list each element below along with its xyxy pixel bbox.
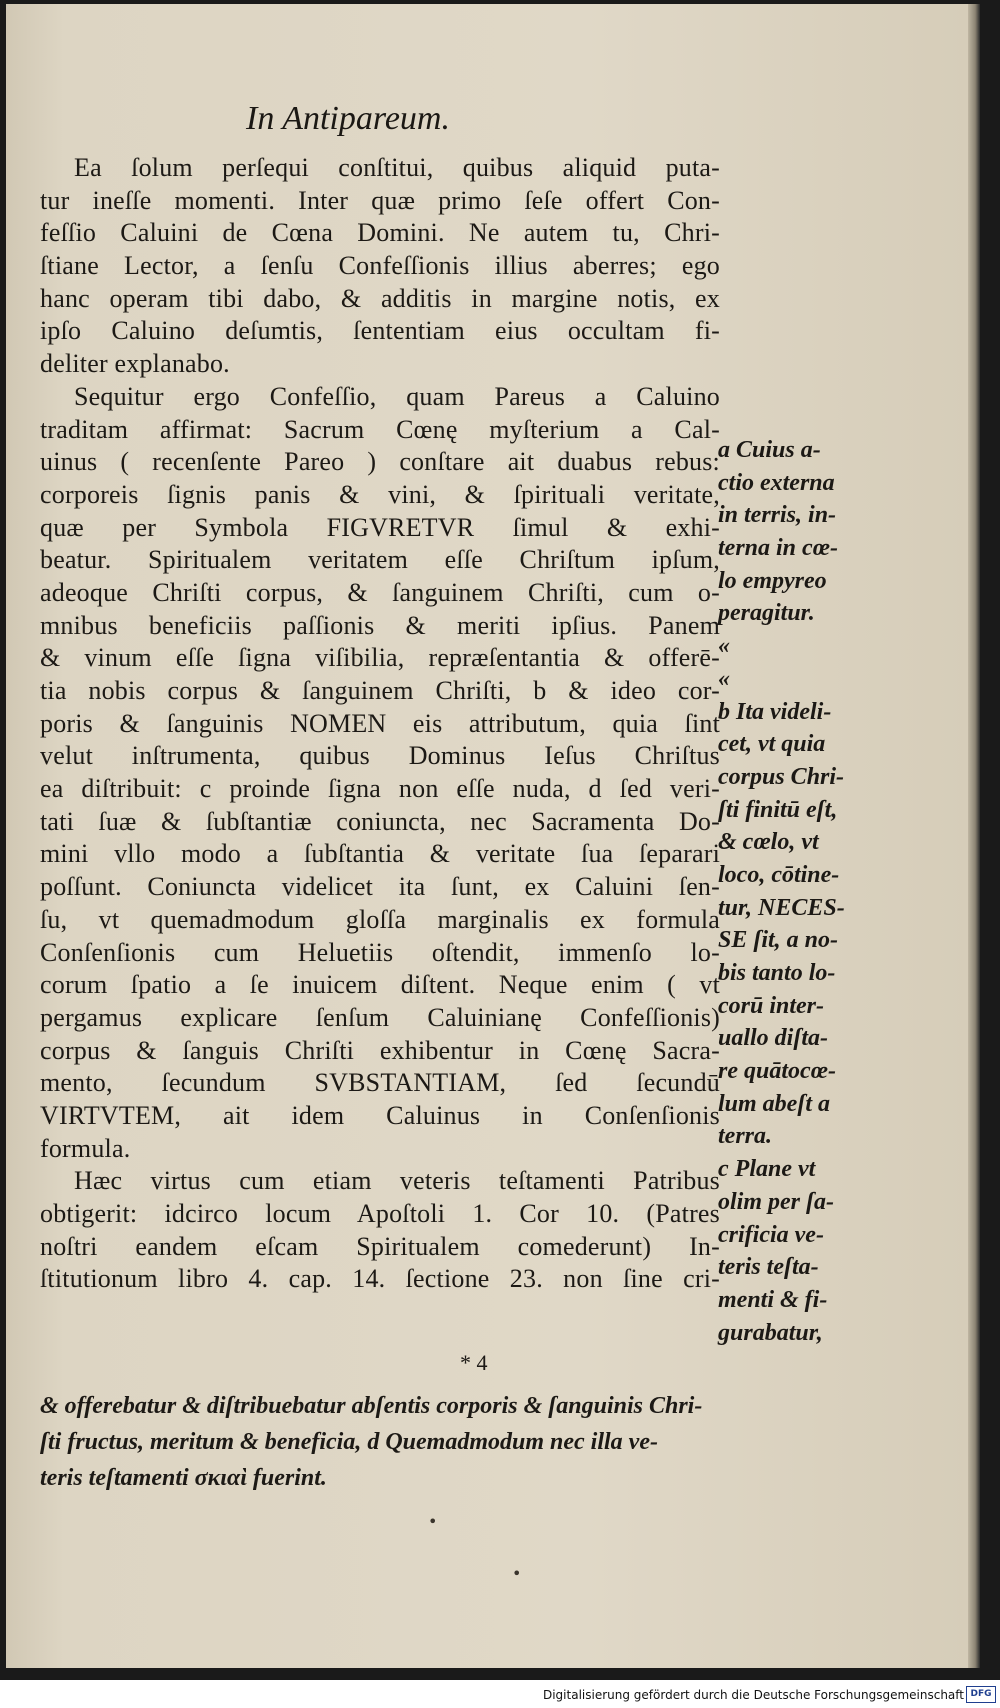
margin-note-line: ctio externa: [718, 469, 835, 496]
body-line: Hæc virtus cum etiam veteris teſtamenti Patribus: [74, 1166, 720, 1196]
margin-note-line: SE ſit, a no-: [718, 927, 839, 954]
body-line: poſſunt. Coniuncta videlicet ita ſunt, ex Caluini ſen-: [40, 872, 720, 902]
body-line: corpus & ſanguis Chriſti exhibentur in Cœnę Sacra-: [40, 1035, 720, 1065]
margin-note-line: terra.: [718, 1123, 772, 1150]
body-line: poris & ſanguinis NOMEN eis attributum, quia ſint: [40, 708, 720, 738]
body-line: pergamus explicare ſenſum Caluinianę Confeſſionis): [40, 1002, 720, 1032]
body-line: ſu, vt quemadmodum gloſſa marginalis ex formula: [40, 904, 720, 934]
body-line: adeoque Chriſti corpus, & ſanguinem Chriſti, cum o-: [40, 577, 720, 607]
margin-note-line: crificia ve-: [718, 1221, 824, 1248]
body-line: formula.: [40, 1133, 131, 1163]
body-line: quæ per Symbola FIGVRETVR ſimul & exhi-: [40, 512, 720, 542]
margin-note-line: in terris, in-: [718, 502, 837, 529]
margin-note-line: «: [718, 633, 730, 660]
body-line: VIRTVTEM, ait idem Caluinus in Conſenſionis: [40, 1100, 720, 1130]
footnote: [40, 1388, 880, 1496]
body-line: feſſio Caluini de Cœna Domini. Ne autem tu, Chri-: [40, 218, 720, 248]
footnote-line: ſti fructus, meritum & beneficia, d Quemadmodum nec illa ve-: [40, 1429, 658, 1455]
margin-note-line: cet, vt quia: [718, 731, 826, 758]
margin-note-line: tur, NECES-: [718, 894, 845, 921]
running-head: In Antipareum.: [246, 100, 450, 137]
body-line: Conſenſionis cum Heluetiis oſtendit, immenſo lo-: [40, 937, 720, 967]
signature-mark: * 4: [460, 1350, 488, 1375]
body-line: tia nobis corpus & ſanguinem Chriſti, b & ideo cor-: [40, 676, 720, 705]
body-line: tur ineſſe momenti. Inter quæ primo ſeſe offert Con-: [40, 185, 720, 215]
body-line: corum ſpatio a ſe inuicem diſtent. Neque enim ( vt: [40, 970, 720, 1000]
body-line: noſtri eandem eſcam Spiritualem comederunt) In-: [40, 1231, 720, 1261]
body-line: mento, ſecundum SVBSTANTIAM, ſed ſecundū: [40, 1068, 720, 1098]
page-edge: [968, 4, 980, 1668]
body-line: Sequitur ergo Confeſſio, quam Pareus a Caluino: [74, 381, 720, 411]
margin-note-line: lo empyreo: [718, 567, 827, 594]
margin-note-line: gurabatur,: [718, 1319, 823, 1346]
margin-note-line: bis tanto lo-: [718, 960, 836, 986]
body-line: tati ſuæ & ſubſtantiæ coniuncta, nec Sacramenta Do-: [40, 806, 720, 836]
body-line: deliter explanabo.: [40, 349, 230, 379]
body-text: [40, 152, 720, 1296]
margin-note-line: b Ita videli-: [718, 698, 832, 725]
margin-note-line: uallo diſta-: [718, 1025, 829, 1052]
margin-note-line: menti & fi-: [718, 1286, 828, 1313]
margin-note-line: corpus Chri-: [718, 763, 845, 790]
body-line: corporeis ſignis panis & vini, & ſpirituali veritate,: [40, 479, 720, 509]
margin-notes: [718, 434, 888, 1349]
footnote-line: teris teſtamenti σκιαὶ fuerint.: [40, 1465, 327, 1491]
margin-note-line: «: [718, 665, 730, 692]
margin-note-line: teris teſta-: [718, 1254, 819, 1281]
body-line: velut inſtrumenta, quibus Dominus Ieſus Chriſtus: [40, 741, 720, 771]
body-line: traditam affirmat: Sacrum Cœnę myſterium a Cal-: [40, 414, 720, 444]
body-line: ea diſtribuit: c proinde ſigna non eſſe nuda, d ſed veri-: [40, 774, 720, 804]
book-page: [6, 4, 968, 1668]
margin-note-line: peragitur.: [718, 600, 815, 627]
ink-speck: •: [512, 1564, 522, 1583]
body-line: beatur. Spiritualem veritatem eſſe Chriſtum ipſum,: [40, 545, 720, 575]
body-line: ipſo Caluino deſumtis, ſententiam eius occultam fi-: [40, 316, 720, 346]
body-line: uinus ( recenſente Pareo ) conſtare ait duabus rebus:: [40, 447, 720, 477]
margin-note-line: & cœlo, vt: [718, 829, 819, 856]
digitization-footer: [0, 1680, 1000, 1708]
body-line: mnibus beneficiis paſſionis & meriti ipſius. Panem: [40, 610, 720, 640]
ink-speck: •: [428, 1512, 438, 1531]
funding-notice: Digitalisierung gefördert durch die Deutsche Forschungsgemeinschaft: [542, 1688, 964, 1702]
body-line: ſtitutionum libro 4. cap. 14. ſectione 23. non ſine cri-: [40, 1264, 720, 1294]
margin-note-line: lum abeſt a: [718, 1090, 830, 1117]
body-line: mini vllo modo a ſubſtantia & veritate ſua ſeparari: [40, 839, 720, 869]
dfg-logo: DFG: [966, 1686, 996, 1703]
margin-note-line: re quātocœ-: [718, 1058, 836, 1085]
body-line: & vinum eſſe ſigna viſibilia, repræſentantia & offerē-: [40, 643, 720, 673]
body-line: obtigerit: idcirco locum Apoſtoli 1. Cor 10. (Patres: [40, 1199, 720, 1228]
body-line: ſtiane Lector, a ſenſu Confeſſionis illius aberres; ego: [40, 251, 720, 281]
margin-note-line: terna in cœ-: [718, 535, 838, 562]
body-line: hanc operam tibi dabo, & additis in margine notis, ex: [40, 283, 720, 313]
footnote-line: & offerebatur & diſtribuebatur abſentis corporis & ſanguinis Chri-: [40, 1393, 703, 1419]
margin-note-line: loco, cōtine-: [718, 861, 840, 888]
margin-note-line: corū inter-: [718, 992, 825, 1019]
margin-note-line: a Cuius a-: [718, 437, 821, 463]
margin-note-line: ſti finitū eſt,: [718, 796, 838, 823]
margin-note-line: c Plane vt: [718, 1156, 816, 1183]
body-line: Ea ſolum perſequi conſtitui, quibus aliquid puta-: [74, 153, 720, 182]
margin-note-line: olim per ſa-: [718, 1188, 834, 1215]
